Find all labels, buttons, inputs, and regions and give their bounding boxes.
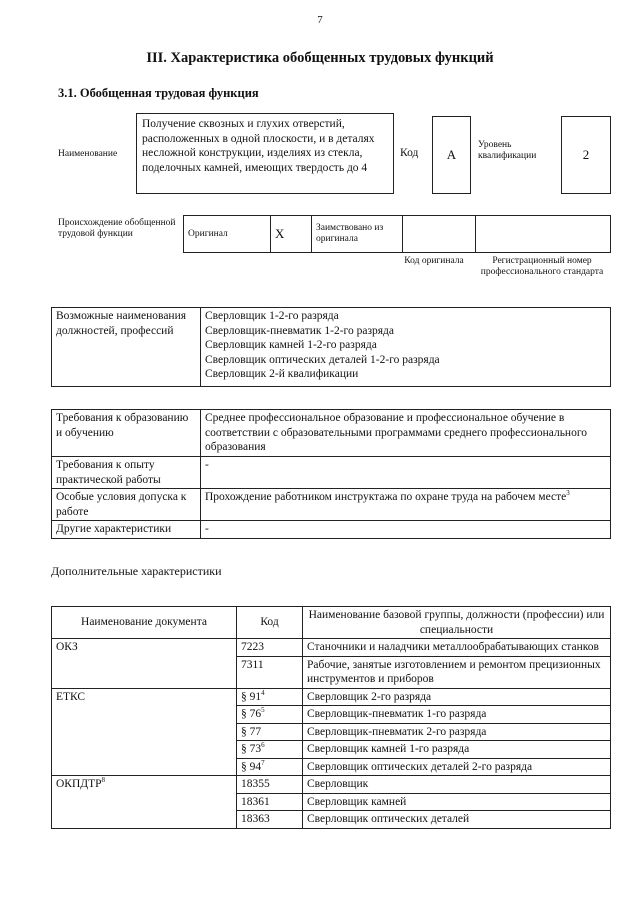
doc-okz: ОКЗ <box>52 639 237 689</box>
doc-code-cell <box>237 723 303 741</box>
doc-code: § 94 <box>241 760 262 773</box>
doc-value: Сверловщик-пневматик 2-го разряда <box>303 723 611 741</box>
doc-code: 18363 <box>237 811 303 829</box>
doc-code: 18355 <box>237 776 303 794</box>
section-title: III. Характеристика обобщенных трудовых функций <box>146 50 494 66</box>
docs-header-code: Код <box>237 607 303 639</box>
doc-code: 7223 <box>237 639 303 657</box>
doc-value: Сверловщик-пневматик 1-го разряда <box>303 706 611 724</box>
doc-value: Сверловщик 2-го разряда <box>303 688 611 706</box>
footnote-ref: 5 <box>261 706 265 715</box>
position-item: Сверловщик камней 1-2-го разряда <box>205 339 377 351</box>
doc-okpdtr-cell <box>52 776 237 829</box>
req-experience-value: - <box>201 457 611 489</box>
subsection-title: 3.1. Обобщенная трудовая функция <box>58 86 259 100</box>
footnote-ref: 7 <box>261 758 265 767</box>
req-conditions-label: Особые условия допуска к работе <box>52 489 201 521</box>
req-other-label: Другие характеристики <box>52 521 201 539</box>
original-mark: X <box>271 216 312 253</box>
gtf-name-label: Наименование <box>58 149 118 159</box>
req-conditions-value: Прохождение работником инструктажа по охране труда на рабочем месте <box>205 491 567 503</box>
position-item: Сверловщик-пневматик 1-2-го разряда <box>205 324 394 337</box>
doc-code: § 77 <box>241 725 262 738</box>
doc-value: Сверловщик оптических деталей 2-го разряда <box>303 758 611 776</box>
original-label: Оригинал <box>184 216 271 253</box>
gtf-code-label: Код <box>400 147 419 159</box>
positions-label: Возможные наименования должностей, профессий <box>52 308 201 387</box>
doc-code: 7311 <box>237 656 303 688</box>
doc-code-cell <box>237 741 303 759</box>
doc-code: § 91 <box>241 690 262 703</box>
code-original-cell <box>403 216 476 253</box>
req-other-value: - <box>201 521 611 539</box>
gtf-code-value: А <box>432 116 471 194</box>
doc-code-cell <box>237 758 303 776</box>
position-item: Сверловщик оптических деталей 1-2-го разряда <box>205 353 440 366</box>
gtf-name-value: Получение сквозных и глухих отверстий, расположенных в одной плоскости, и в деталях несложной конструкции, изделиях из стекла, поделочных камней, имеющих твердость до 4 <box>136 113 394 194</box>
doc-value: Сверловщик камней <box>303 793 611 811</box>
footnote-ref: 3 <box>566 489 570 498</box>
reg-number-cell <box>476 216 611 253</box>
borrowed-label: Заимствовано из оригинала <box>312 216 403 253</box>
doc-code: § 76 <box>241 708 262 720</box>
reg-number-caption: Регистрационный номер профессионального стандарта <box>480 256 604 277</box>
doc-code-cell <box>237 688 303 706</box>
origin-table <box>183 215 611 253</box>
req-education-value: Среднее профессиональное образование и профессиональное обучение в соответствии с образовательными программами среднего профессионального образования <box>201 410 611 457</box>
footnote-ref: 6 <box>261 741 265 750</box>
footnote-ref: 4 <box>261 688 265 697</box>
position-item: Сверловщик 1-2-го разряда <box>205 310 339 322</box>
doc-value: Сверловщик <box>303 776 611 794</box>
docs-table <box>51 606 611 829</box>
req-education-label: Требования к образованию и обучению <box>52 410 201 457</box>
origin-label: Происхождение обобщенной трудовой функции <box>58 218 176 239</box>
docs-header-name: Наименование документа <box>52 607 237 639</box>
docs-header-group: Наименование базовой группы, должности (профессии) или специальности <box>303 607 611 639</box>
positions-table <box>51 307 611 387</box>
additional-title: Дополнительные характеристики <box>51 564 222 578</box>
gtf-level-value: 2 <box>561 116 611 194</box>
doc-code-cell <box>237 706 303 724</box>
doc-code: 18361 <box>237 793 303 811</box>
doc-value: Станочники и наладчики металлообрабатывающих станков <box>303 639 611 657</box>
doc-value: Сверловщик оптических деталей <box>303 811 611 829</box>
positions-list <box>201 308 611 387</box>
footnote-ref: 8 <box>101 776 106 785</box>
doc-etks: ЕТКС <box>52 688 237 776</box>
code-original-caption: Код оригинала <box>404 256 464 266</box>
position-item: Сверловщик 2-й квалификации <box>205 368 359 380</box>
doc-okpdtr: ОКПДТР <box>56 778 102 790</box>
doc-value: Сверловщик камней 1-го разряда <box>303 741 611 759</box>
doc-code: § 73 <box>241 743 262 755</box>
page-number: 7 <box>317 14 323 26</box>
req-conditions-cell <box>201 489 611 521</box>
doc-value: Рабочие, занятые изготовлением и ремонтом прецизионных инструментов и приборов <box>303 656 611 688</box>
req-experience-label: Требования к опыту практической работы <box>52 457 201 489</box>
requirements-table <box>51 409 611 539</box>
gtf-level-label: Уровень квалификации <box>478 140 537 161</box>
